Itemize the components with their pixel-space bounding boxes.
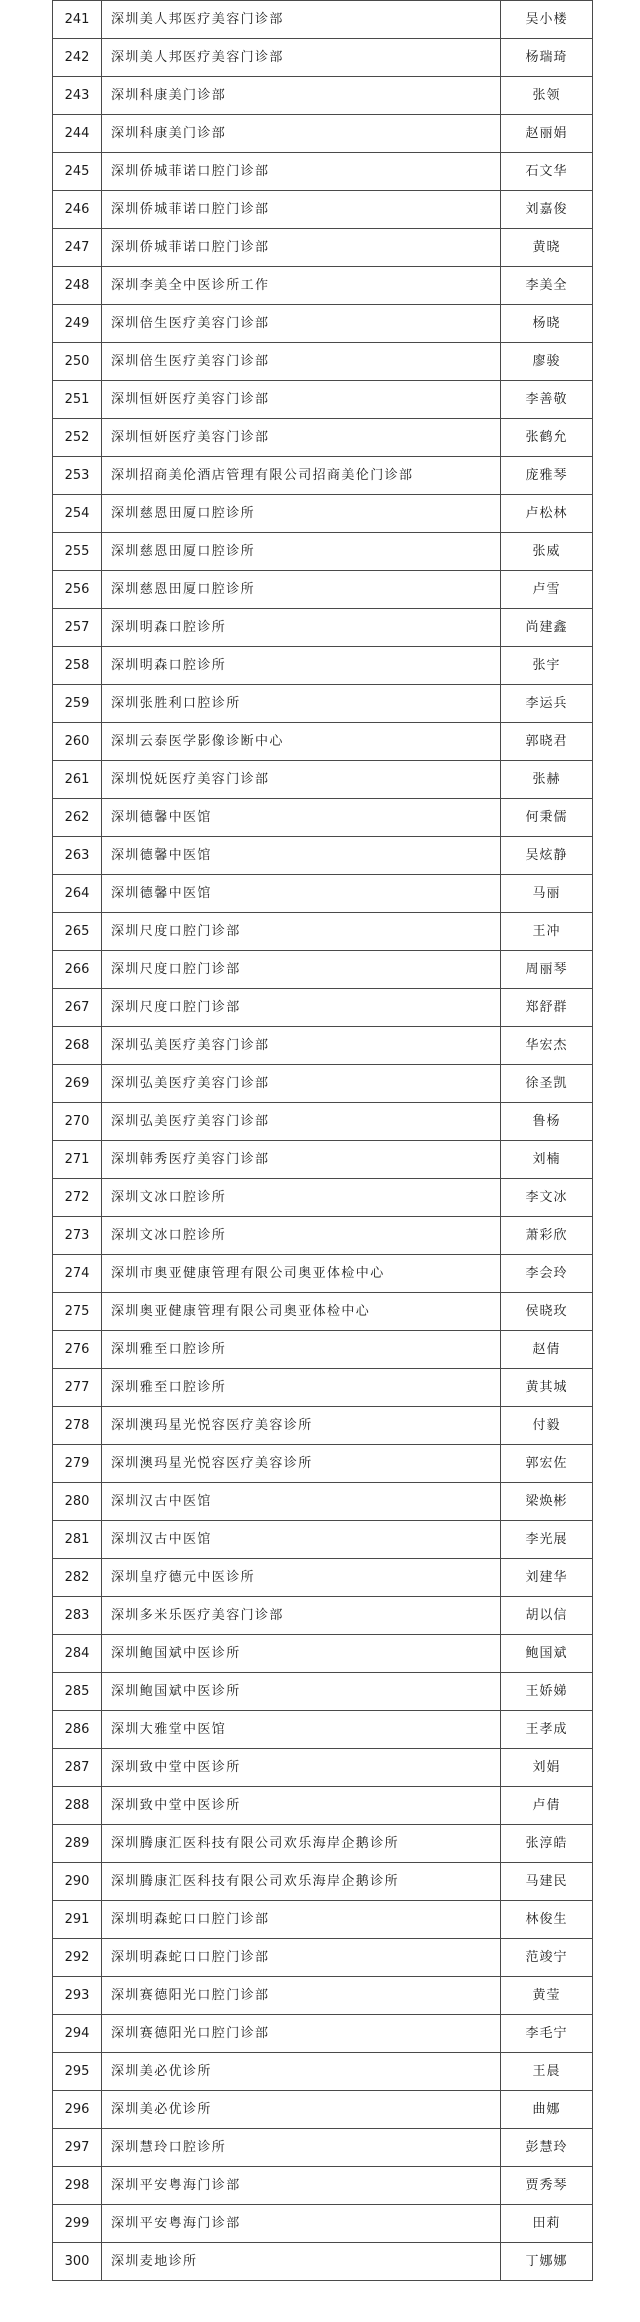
table-row (53, 989, 593, 1027)
institution-name: 深圳多米乐医疗美容门诊部 (102, 1597, 501, 1635)
person-name: 郭晓君 (501, 723, 593, 761)
row-number: 290 (53, 1863, 102, 1901)
table-row (53, 191, 593, 229)
person-name: 李会玲 (501, 1255, 593, 1293)
person-name: 石文华 (501, 153, 593, 191)
institution-name: 深圳韩秀医疗美容门诊部 (102, 1141, 501, 1179)
table-row (53, 2129, 593, 2167)
table-row (53, 571, 593, 609)
row-number: 299 (53, 2205, 102, 2243)
person-name: 张鹤允 (501, 419, 593, 457)
person-name: 田莉 (501, 2205, 593, 2243)
row-number: 298 (53, 2167, 102, 2205)
row-number: 250 (53, 343, 102, 381)
table-row (53, 1559, 593, 1597)
institution-name: 深圳尺度口腔门诊部 (102, 989, 501, 1027)
institution-name: 深圳文冰口腔诊所 (102, 1179, 501, 1217)
institution-name: 深圳科康美门诊部 (102, 77, 501, 115)
row-number: 256 (53, 571, 102, 609)
table-row (53, 2091, 593, 2129)
person-name: 张宇 (501, 647, 593, 685)
row-number: 266 (53, 951, 102, 989)
person-name: 张威 (501, 533, 593, 571)
person-name: 梁焕彬 (501, 1483, 593, 1521)
person-name: 王孝成 (501, 1711, 593, 1749)
institution-name: 深圳倍生医疗美容门诊部 (102, 305, 501, 343)
person-name: 赵倩 (501, 1331, 593, 1369)
institution-name: 深圳平安粤海门诊部 (102, 2205, 501, 2243)
row-number: 300 (53, 2243, 102, 2281)
institution-name: 深圳倍生医疗美容门诊部 (102, 343, 501, 381)
row-number: 277 (53, 1369, 102, 1407)
row-number: 295 (53, 2053, 102, 2091)
institution-name: 深圳赛德阳光口腔门诊部 (102, 1977, 501, 2015)
institution-name: 深圳市奥亚健康管理有限公司奥亚体检中心 (102, 1255, 501, 1293)
institution-name: 深圳腾康汇医科技有限公司欢乐海岸企鹅诊所 (102, 1863, 501, 1901)
person-name: 黄其城 (501, 1369, 593, 1407)
row-number: 257 (53, 609, 102, 647)
person-name: 王娇娣 (501, 1673, 593, 1711)
person-name: 廖骏 (501, 343, 593, 381)
person-name: 萧彩欣 (501, 1217, 593, 1255)
institution-name: 深圳赛德阳光口腔门诊部 (102, 2015, 501, 2053)
table-row (53, 1407, 593, 1445)
table-row (53, 1217, 593, 1255)
person-name: 杨瑞琦 (501, 39, 593, 77)
row-number: 296 (53, 2091, 102, 2129)
institution-name: 深圳张胜利口腔诊所 (102, 685, 501, 723)
table-row (53, 2243, 593, 2281)
institution-name: 深圳文冰口腔诊所 (102, 1217, 501, 1255)
table-row (53, 913, 593, 951)
person-name: 刘娟 (501, 1749, 593, 1787)
table-row (53, 153, 593, 191)
person-name: 吴小楼 (501, 1, 593, 39)
row-number: 260 (53, 723, 102, 761)
person-name: 张赫 (501, 761, 593, 799)
person-name: 马建民 (501, 1863, 593, 1901)
institution-name: 深圳鲍国斌中医诊所 (102, 1635, 501, 1673)
table-row (53, 1901, 593, 1939)
institution-name: 深圳平安粤海门诊部 (102, 2167, 501, 2205)
institution-name: 深圳弘美医疗美容门诊部 (102, 1065, 501, 1103)
person-name: 侯晓玫 (501, 1293, 593, 1331)
row-number: 278 (53, 1407, 102, 1445)
table-row (53, 1027, 593, 1065)
institution-name: 深圳皇疗德元中医诊所 (102, 1559, 501, 1597)
table-row (53, 761, 593, 799)
row-number: 261 (53, 761, 102, 799)
table-row (53, 951, 593, 989)
table-row (53, 115, 593, 153)
institution-name: 深圳慈恩田厦口腔诊所 (102, 495, 501, 533)
institution-name: 深圳澳玛星光悦容医疗美容诊所 (102, 1407, 501, 1445)
person-name: 马丽 (501, 875, 593, 913)
institution-name: 深圳李美全中医诊所工作 (102, 267, 501, 305)
person-name: 赵丽娟 (501, 115, 593, 153)
table-row (53, 1369, 593, 1407)
institution-name: 深圳慈恩田厦口腔诊所 (102, 571, 501, 609)
table-row (53, 2015, 593, 2053)
row-number: 283 (53, 1597, 102, 1635)
table-row (53, 1787, 593, 1825)
table-row (53, 1977, 593, 2015)
institution-name: 深圳明森蛇口口腔门诊部 (102, 1939, 501, 1977)
row-number: 288 (53, 1787, 102, 1825)
table-body (53, 1, 593, 2281)
row-number: 241 (53, 1, 102, 39)
institution-name: 深圳汉古中医馆 (102, 1483, 501, 1521)
row-number: 245 (53, 153, 102, 191)
institution-name: 深圳澳玛星光悦容医疗美容诊所 (102, 1445, 501, 1483)
row-number: 280 (53, 1483, 102, 1521)
person-name: 张领 (501, 77, 593, 115)
person-name: 王晨 (501, 2053, 593, 2091)
row-number: 264 (53, 875, 102, 913)
table-row (53, 723, 593, 761)
row-number: 249 (53, 305, 102, 343)
row-number: 247 (53, 229, 102, 267)
institution-name: 深圳弘美医疗美容门诊部 (102, 1027, 501, 1065)
institution-name: 深圳雅至口腔诊所 (102, 1369, 501, 1407)
person-name: 庞雅琴 (501, 457, 593, 495)
row-number: 254 (53, 495, 102, 533)
row-number: 292 (53, 1939, 102, 1977)
person-name: 吴炫静 (501, 837, 593, 875)
row-number: 259 (53, 685, 102, 723)
person-name: 卢雪 (501, 571, 593, 609)
table-row (53, 1179, 593, 1217)
person-name: 卢松林 (501, 495, 593, 533)
person-name: 卢倩 (501, 1787, 593, 1825)
person-name: 付毅 (501, 1407, 593, 1445)
table-row (53, 609, 593, 647)
institution-name: 深圳慈恩田厦口腔诊所 (102, 533, 501, 571)
institution-name: 深圳悦妩医疗美容门诊部 (102, 761, 501, 799)
row-number: 246 (53, 191, 102, 229)
table-row (53, 419, 593, 457)
table-row (53, 1939, 593, 1977)
institution-name: 深圳慧玲口腔诊所 (102, 2129, 501, 2167)
row-number: 289 (53, 1825, 102, 1863)
table-row (53, 495, 593, 533)
institution-name: 深圳尺度口腔门诊部 (102, 951, 501, 989)
institution-name: 深圳美人邦医疗美容门诊部 (102, 1, 501, 39)
table-row (53, 1293, 593, 1331)
institution-name: 深圳腾康汇医科技有限公司欢乐海岸企鹅诊所 (102, 1825, 501, 1863)
row-number: 268 (53, 1027, 102, 1065)
row-number: 272 (53, 1179, 102, 1217)
institution-name: 深圳鲍国斌中医诊所 (102, 1673, 501, 1711)
table-row (53, 1483, 593, 1521)
table-row (53, 1103, 593, 1141)
institution-name: 深圳招商美伦酒店管理有限公司招商美伦门诊部 (102, 457, 501, 495)
person-name: 曲娜 (501, 2091, 593, 2129)
institution-name: 深圳德馨中医馆 (102, 875, 501, 913)
institution-name: 深圳奥亚健康管理有限公司奥亚体检中心 (102, 1293, 501, 1331)
row-number: 271 (53, 1141, 102, 1179)
table-row (53, 533, 593, 571)
table-row (53, 1749, 593, 1787)
institution-name: 深圳美必优诊所 (102, 2091, 501, 2129)
institution-name: 深圳美人邦医疗美容门诊部 (102, 39, 501, 77)
row-number: 279 (53, 1445, 102, 1483)
person-name: 张淳皓 (501, 1825, 593, 1863)
person-name: 刘楠 (501, 1141, 593, 1179)
person-name: 贾秀琴 (501, 2167, 593, 2205)
person-name: 范竣宁 (501, 1939, 593, 1977)
row-number: 243 (53, 77, 102, 115)
row-number: 275 (53, 1293, 102, 1331)
institution-name: 深圳明森蛇口口腔门诊部 (102, 1901, 501, 1939)
person-name: 王冲 (501, 913, 593, 951)
person-name: 李美全 (501, 267, 593, 305)
institution-name: 深圳致中堂中医诊所 (102, 1749, 501, 1787)
person-name: 李善敬 (501, 381, 593, 419)
person-name: 郭宏佐 (501, 1445, 593, 1483)
row-number: 251 (53, 381, 102, 419)
institution-name: 深圳侨城菲诺口腔门诊部 (102, 191, 501, 229)
row-number: 274 (53, 1255, 102, 1293)
table-row (53, 1673, 593, 1711)
table-row (53, 1863, 593, 1901)
institution-name: 深圳弘美医疗美容门诊部 (102, 1103, 501, 1141)
person-name: 郑舒群 (501, 989, 593, 1027)
person-name: 黄莹 (501, 1977, 593, 2015)
person-name: 胡以信 (501, 1597, 593, 1635)
list-table (52, 0, 593, 2281)
row-number: 253 (53, 457, 102, 495)
person-name: 林俊生 (501, 1901, 593, 1939)
table-row (53, 2167, 593, 2205)
row-number: 297 (53, 2129, 102, 2167)
row-number: 258 (53, 647, 102, 685)
table-row (53, 267, 593, 305)
table-row (53, 1141, 593, 1179)
table-row (53, 1255, 593, 1293)
person-name: 华宏杰 (501, 1027, 593, 1065)
row-number: 270 (53, 1103, 102, 1141)
person-name: 徐圣凯 (501, 1065, 593, 1103)
row-number: 265 (53, 913, 102, 951)
person-name: 尚建鑫 (501, 609, 593, 647)
table-row (53, 1825, 593, 1863)
person-name: 刘嘉俊 (501, 191, 593, 229)
institution-name: 深圳云泰医学影像诊断中心 (102, 723, 501, 761)
person-name: 李毛宁 (501, 2015, 593, 2053)
table-row (53, 1711, 593, 1749)
institution-name: 深圳大雅堂中医馆 (102, 1711, 501, 1749)
table-row (53, 2053, 593, 2091)
institution-name: 深圳汉古中医馆 (102, 1521, 501, 1559)
institution-name: 深圳侨城菲诺口腔门诊部 (102, 229, 501, 267)
person-name: 李文冰 (501, 1179, 593, 1217)
row-number: 248 (53, 267, 102, 305)
person-name: 周丽琴 (501, 951, 593, 989)
table-row (53, 875, 593, 913)
institution-name: 深圳侨城菲诺口腔门诊部 (102, 153, 501, 191)
table-row (53, 229, 593, 267)
institution-name: 深圳明森口腔诊所 (102, 609, 501, 647)
institution-name: 深圳科康美门诊部 (102, 115, 501, 153)
person-name: 黄晓 (501, 229, 593, 267)
person-name: 刘建华 (501, 1559, 593, 1597)
row-number: 284 (53, 1635, 102, 1673)
person-name: 鲁杨 (501, 1103, 593, 1141)
institution-name: 深圳雅至口腔诊所 (102, 1331, 501, 1369)
table-row (53, 1065, 593, 1103)
list-table-container (52, 0, 592, 2281)
person-name: 杨晓 (501, 305, 593, 343)
table-row (53, 1521, 593, 1559)
row-number: 287 (53, 1749, 102, 1787)
table-row (53, 1331, 593, 1369)
person-name: 彭慧玲 (501, 2129, 593, 2167)
row-number: 255 (53, 533, 102, 571)
institution-name: 深圳麦地诊所 (102, 2243, 501, 2281)
row-number: 262 (53, 799, 102, 837)
institution-name: 深圳恒妍医疗美容门诊部 (102, 419, 501, 457)
institution-name: 深圳恒妍医疗美容门诊部 (102, 381, 501, 419)
row-number: 281 (53, 1521, 102, 1559)
institution-name: 深圳明森口腔诊所 (102, 647, 501, 685)
row-number: 282 (53, 1559, 102, 1597)
row-number: 293 (53, 1977, 102, 2015)
person-name: 李光展 (501, 1521, 593, 1559)
institution-name: 深圳致中堂中医诊所 (102, 1787, 501, 1825)
row-number: 273 (53, 1217, 102, 1255)
person-name: 李运兵 (501, 685, 593, 723)
row-number: 263 (53, 837, 102, 875)
row-number: 291 (53, 1901, 102, 1939)
row-number: 294 (53, 2015, 102, 2053)
table-row (53, 1597, 593, 1635)
row-number: 244 (53, 115, 102, 153)
table-row (53, 1445, 593, 1483)
person-name: 丁娜娜 (501, 2243, 593, 2281)
table-row (53, 343, 593, 381)
table-row (53, 39, 593, 77)
table-row (53, 837, 593, 875)
row-number: 242 (53, 39, 102, 77)
institution-name: 深圳美必优诊所 (102, 2053, 501, 2091)
table-row (53, 305, 593, 343)
row-number: 286 (53, 1711, 102, 1749)
person-name: 鲍国斌 (501, 1635, 593, 1673)
table-row (53, 799, 593, 837)
table-row (53, 1635, 593, 1673)
table-row (53, 685, 593, 723)
row-number: 267 (53, 989, 102, 1027)
row-number: 276 (53, 1331, 102, 1369)
table-row (53, 647, 593, 685)
table-row (53, 381, 593, 419)
institution-name: 深圳德馨中医馆 (102, 837, 501, 875)
row-number: 252 (53, 419, 102, 457)
row-number: 285 (53, 1673, 102, 1711)
person-name: 何秉儒 (501, 799, 593, 837)
institution-name: 深圳尺度口腔门诊部 (102, 913, 501, 951)
table-row (53, 77, 593, 115)
table-row (53, 457, 593, 495)
row-number: 269 (53, 1065, 102, 1103)
table-row (53, 2205, 593, 2243)
table-row (53, 1, 593, 39)
institution-name: 深圳德馨中医馆 (102, 799, 501, 837)
